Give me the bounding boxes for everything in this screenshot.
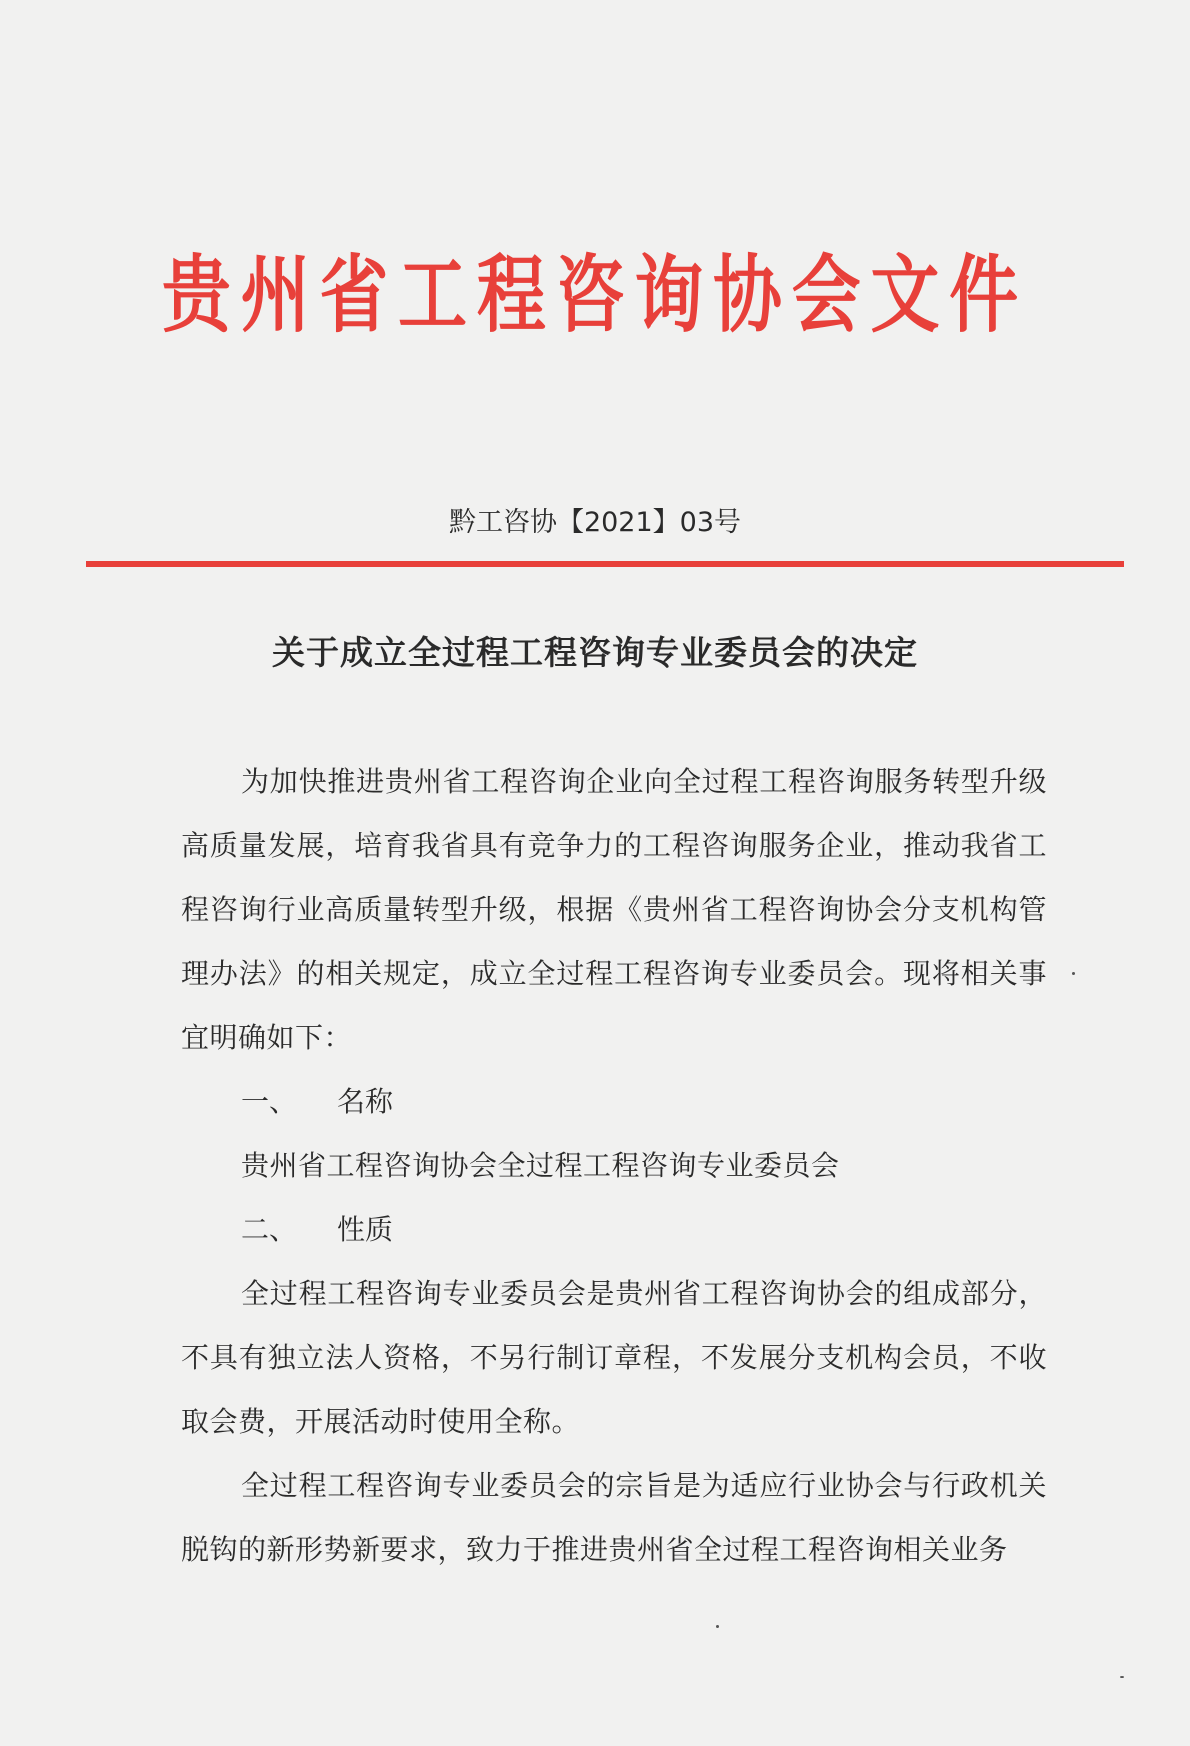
section-number: 二、 — [241, 1213, 298, 1246]
section-title: 性质 — [337, 1213, 394, 1246]
section-2-text-2: 全过程工程咨询专业委员会的宗旨是为适应行业协会与行政机关脱钩的新形势新要求，致力于推进贵州省全过程工程咨询相关业务 — [181, 1469, 1047, 1566]
masthead: 贵州省工程咨询协会文件 — [162, 246, 1028, 344]
section-number: 一、 — [241, 1085, 298, 1118]
section-title: 名称 — [337, 1085, 394, 1118]
section-heading-2 — [181, 1198, 1047, 1262]
section-heading-1 — [181, 1070, 1047, 1134]
document-number: 黔工咨协【2021】03号 — [448, 507, 742, 538]
red-divider — [86, 561, 1124, 567]
scan-speck — [1120, 1676, 1124, 1678]
section-2-text-1: 全过程工程咨询专业委员会是贵州省工程咨询协会的组成部分，不具有独立法人资格，不另行制订章程，不发展分支机构会员，不收取会费，开展活动时使用全称。 — [181, 1277, 1047, 1438]
document-title: 关于成立全过程工程咨询专业委员会的决定 — [272, 633, 918, 672]
section-1-text: 贵州省工程咨询协会全过程工程咨询专业委员会 — [241, 1149, 840, 1182]
intro-paragraph: 为加快推进贵州省工程咨询企业向全过程工程咨询服务转型升级高质量发展，培育我省具有竞争力的工程咨询服务企业，推动我省工程咨询行业高质量转型升级，根据《贵州省工程咨询协会分支机构管理办法》的相关规定，成立全过程工程咨询专业委员会。现将相关事宜明确如下： — [181, 765, 1047, 1054]
scan-speck — [1072, 972, 1075, 975]
document-body — [181, 750, 1047, 1582]
scan-speck — [716, 1625, 719, 1628]
